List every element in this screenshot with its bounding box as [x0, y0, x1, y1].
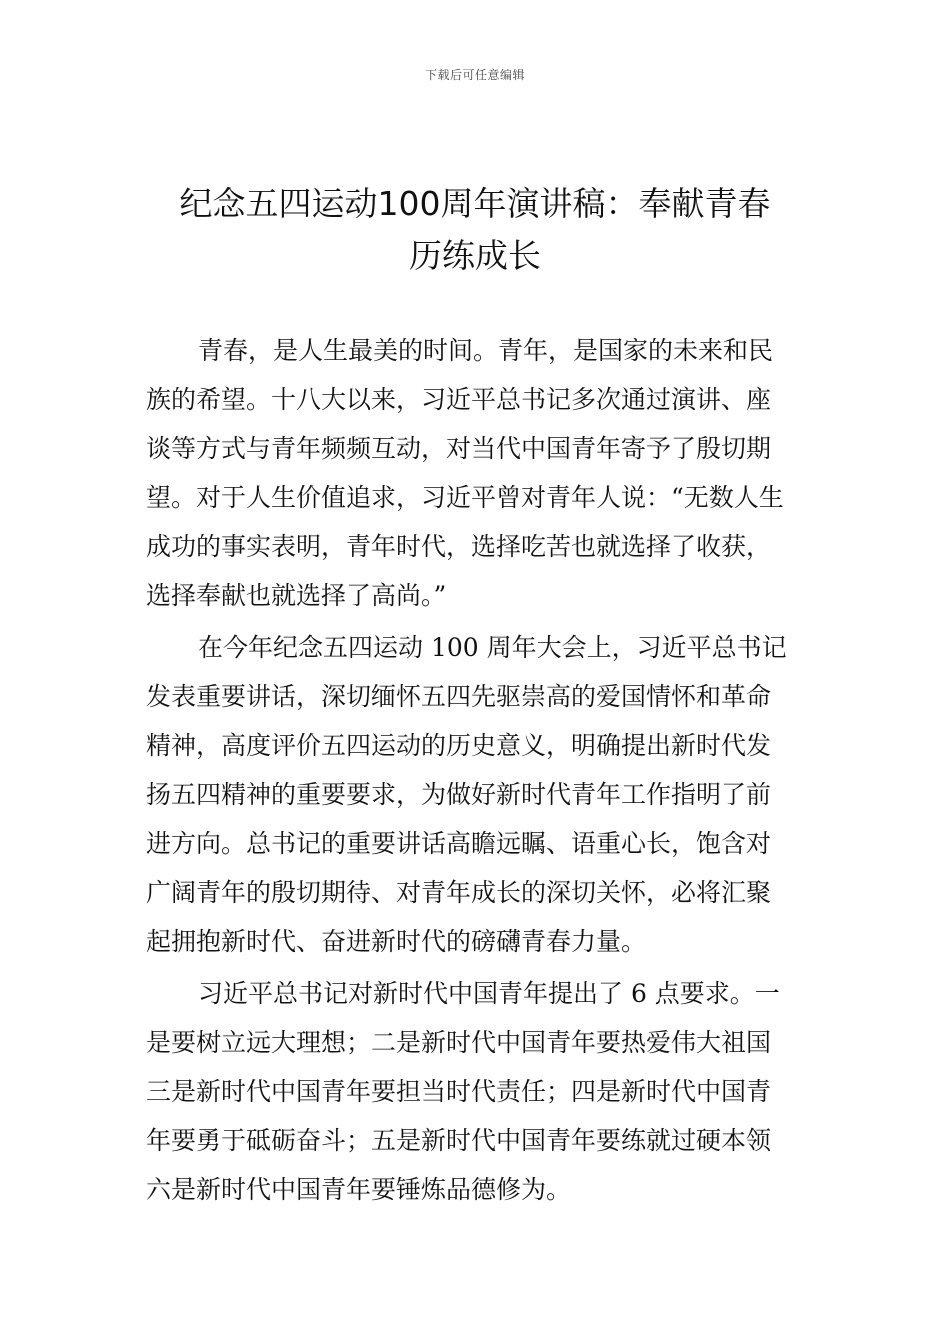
paragraph-line: 起拥抱新时代、奋进新时代的磅礴青春力量。: [146, 927, 647, 956]
paragraph-line: 扬五四精神的重要要求，为做好新时代青年工作指明了前: [146, 780, 772, 809]
title-line-1: 纪念五四运动100周年演讲稿：奉献青春: [179, 184, 771, 223]
header-note: 下载后可任意编辑: [424, 68, 525, 82]
paragraph-line: 青春，是人生最美的时间。青年，是国家的未来和民: [198, 336, 774, 365]
paragraph-line: 六是新时代中国青年要锤炼品德修为。: [146, 1175, 572, 1204]
document-body: [146, 326, 806, 1217]
paragraph-line: 年要勇于砥砺奋斗；五是新时代中国青年要练就过硬本领: [146, 1126, 772, 1155]
paragraph-line: 习近平总书记对新时代中国青年提出了 6 点要求。一: [198, 979, 780, 1008]
paragraph-line: 三是新时代中国青年要担当时代责任；四是新时代中国青: [146, 1077, 772, 1106]
paragraph-line: 是要树立远大理想；二是新时代中国青年要热爱伟大祖国: [146, 1028, 772, 1057]
paragraph-line: 进方向。总书记的重要讲话高瞻远瞩、语重心长，饱含对: [146, 829, 772, 858]
paragraph-1: [146, 326, 806, 620]
paragraph-2: [146, 623, 806, 966]
paragraph-3: [146, 969, 806, 1214]
title-line-2: 历练成长: [409, 236, 541, 275]
paragraph-line: 谈等方式与青年频频互动，对当代中国青年寄予了殷切期: [146, 434, 772, 463]
paragraph-line: 成功的事实表明，青年时代，选择吃苦也就选择了收获，: [146, 532, 772, 561]
paragraph-line: 精神，高度评价五四运动的历史意义，明确提出新时代发: [146, 731, 772, 760]
paragraph-line: 族的希望。十八大以来，习近平总书记多次通过演讲、座: [146, 385, 772, 414]
paragraph-line: 广阔青年的殷切期待、对青年成长的深切关怀，必将汇聚: [146, 878, 772, 907]
paragraph-line: 在今年纪念五四运动 100 周年大会上，习近平总书记: [198, 633, 787, 662]
document-title: [120, 178, 830, 282]
paragraph-line: 选择奉献也就选择了高尚。”: [146, 581, 447, 610]
paragraph-line: 发表重要讲话，深切缅怀五四先驱崇高的爱国情怀和革命: [146, 682, 772, 711]
paragraph-line: 望。对于人生价值追求，习近平曾对青年人说：“无数人生: [146, 483, 784, 512]
